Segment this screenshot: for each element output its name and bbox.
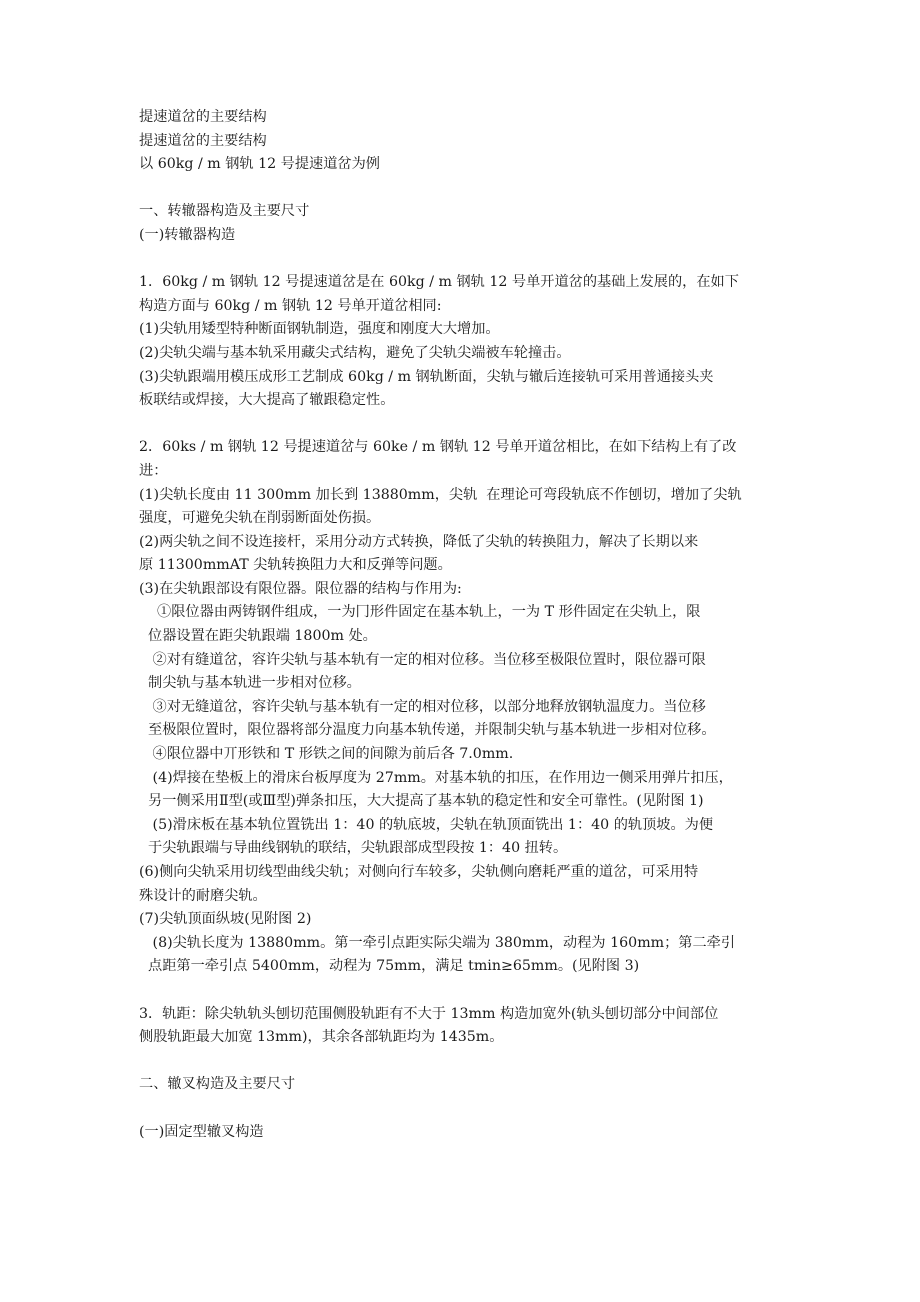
text-line: 板联结或焊接，大大提高了辙跟稳定性。 <box>139 392 395 409</box>
list-item: (1)尖轨用矮型特种断面钢轨制造，强度和刚度大大增加。 <box>139 321 500 338</box>
text-line: 进： <box>139 462 168 479</box>
spacer <box>139 248 794 272</box>
spacer <box>139 413 794 437</box>
paragraph-3 <box>139 1003 794 1050</box>
list-item: (1)尖轨长度由 11 300mm 加长到 13880mm，尖轨 在理论可弯段轨底不作刨切，增加了尖轨 <box>139 486 742 503</box>
paragraph-1 <box>139 271 794 413</box>
list-item: (6)侧向尖轨采用切线型曲线尖轨；对侧向行车较多，尖轨侧向磨耗严重的道岔，可采用特 <box>139 864 699 880</box>
subsection-heading: (一)固定型辙叉构造 <box>139 1123 264 1140</box>
text-line: 侧股轨距最大加宽 13mm)，其余各部轨距均为 1435m。 <box>139 1029 504 1046</box>
paragraph-2 <box>139 436 794 979</box>
list-item: ④限位器中丌形铁和 T 形铁之间的间隙为前后各 7.0mm. <box>139 746 514 763</box>
text-line: 于尖轨跟端与导曲线钢轨的联结，尖轨跟部成型段按 1：40 扭转。 <box>139 840 568 857</box>
text-line: 殊设计的耐磨尖轨。 <box>139 887 267 904</box>
text-line: 至极限位置时，限位器将部分温度力向基本轨传递，并限制尖轨与基本轨进一步相对位移。 <box>139 722 716 739</box>
text-line: 点距第一牵引点 5400mm，动程为 75mm，满足 tmin≥65mm。(见附图 3) <box>139 958 640 975</box>
text-line: 原 11300mmAT 尖轨转换阻力大和反弹等问题。 <box>139 557 452 574</box>
list-item: (2)尖轨尖端与基本轨采用藏尖式结构，避免了尖轨尖端被车轮撞击。 <box>139 344 571 361</box>
doc-subtitle: 以 60kg / m 钢轨 12 号提速道岔为例 <box>139 156 380 173</box>
list-item: (3)在尖轨跟部设有限位器。限位器的结构与作用为: <box>139 580 462 597</box>
section-heading: 一、转辙器构造及主要尺寸 <box>139 203 310 220</box>
list-item: (8)尖轨长度为 13880mm。第一牵引点距实际尖端为 380mm，动程为 160mm；第二牵引 <box>139 934 736 951</box>
text-line: 构造方面与 60kg / m 钢轨 12 号单开道岔相同: <box>139 297 442 314</box>
text-line: 1．60kg / m 钢轨 12 号提速道岔是在 60kg / m 钢轨 12 号单开道岔的基础上发展的，在如下 <box>139 274 739 291</box>
doc-title-repeat: 提速道岔的主要结构 <box>139 132 267 149</box>
doc-title: 提速道岔的主要结构 <box>139 109 267 125</box>
list-item: (4)焊接在垫板上的滑床台板厚度为 27mm。对基本轨的扣压，在作用边一侧采用弹片扣压， <box>139 769 733 786</box>
spacer <box>139 1050 794 1074</box>
section-heading: 二、辙叉构造及主要尺寸 <box>139 1076 296 1093</box>
subsection-heading: (一)转辙器构造 <box>139 226 236 243</box>
list-item: (2)两尖轨之间不设连接杆，采用分动方式转换，降低了尖轨的转换阻力，解决了长期以来 <box>139 533 699 550</box>
spacer <box>139 177 794 201</box>
spacer <box>139 979 794 1003</box>
text-line: 位器设置在距尖轨跟端 1800m 处。 <box>139 628 377 645</box>
document-page <box>139 106 794 1144</box>
text-line: 2．60ks / m 钢轨 12 号提速道岔与 60ke / m 钢轨 12 号单开道岔相比，在如下结构上有了改 <box>139 439 737 456</box>
text-line: 强度，可避免尖轨在削弱断面处伤损。 <box>139 510 381 527</box>
list-item: (7)尖轨顶面纵坡(见附图 2) <box>139 911 312 928</box>
text-line: 3．轨距：除尖轨轨头刨切范围侧股轨距有不大于 13mm 构造加宽外(轨头刨切部分中间部位 <box>139 1005 719 1022</box>
spacer <box>139 1097 794 1121</box>
list-item: ②对有缝道岔，容许尖轨与基本轨有一定的相对位移。当位移至极限位置时，限位器可限 <box>139 651 706 668</box>
list-item: (3)尖轨跟端用模压成形工艺制成 60kg / m 钢轨断面，尖轨与辙后连接轨可采用普通接头夹 <box>139 368 714 385</box>
text-line: 另一侧采用Ⅱ型(或Ⅲ型)弹条扣压，大大提高了基本轨的稳定性和安全可靠性。(见附图 1) <box>139 793 704 810</box>
list-item: (5)滑床板在基本轨位置铣出 1：40 的轨底坡，尖轨在轨顶面铣出 1：40 的轨顶坡。为便 <box>139 816 714 833</box>
list-item: ①限位器由两铸钢件组成，一为冂形件固定在基本轨上，一为 T 形件固定在尖轨上，限 <box>139 604 701 621</box>
list-item: ③对无缝道岔，容许尖轨与基本轨有一定的相对位移，以部分地释放钢轨温度力。当位移 <box>139 698 706 715</box>
text-line: 制尖轨与基本轨进一步相对位移。 <box>139 675 361 692</box>
